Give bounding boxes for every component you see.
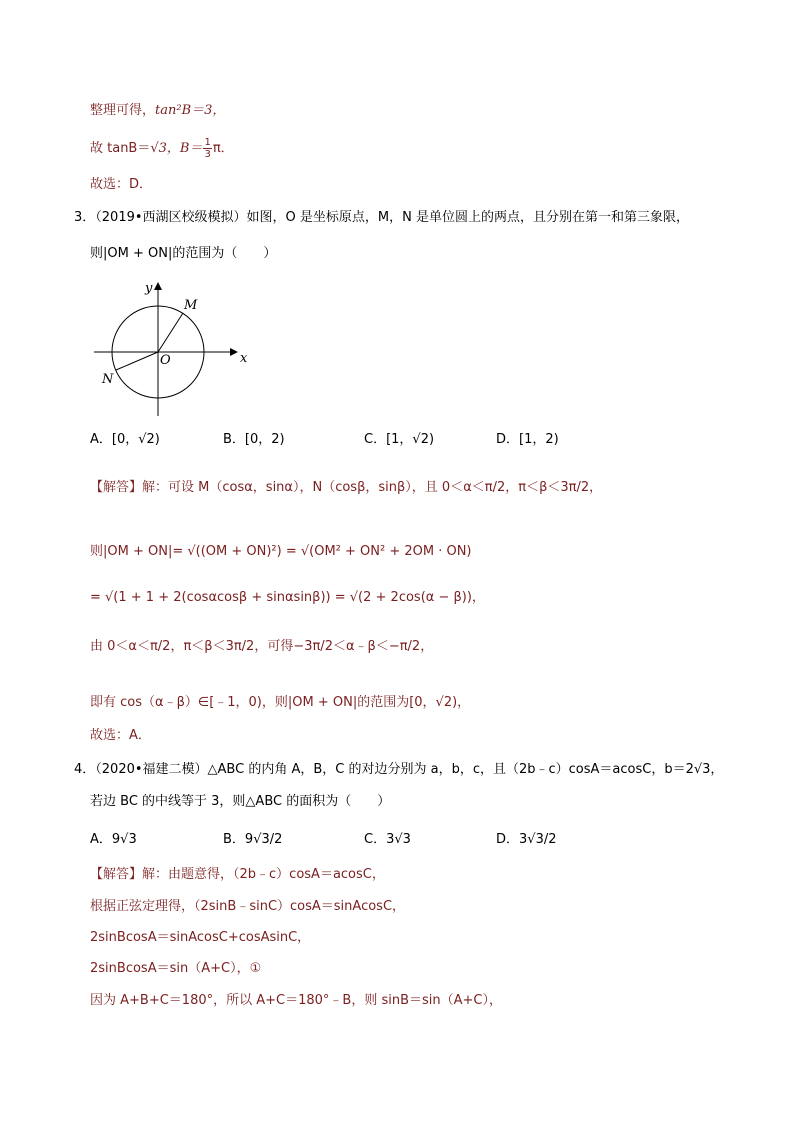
x-axis-arrow <box>230 348 238 356</box>
question-3-options <box>90 430 690 450</box>
segment-on <box>116 352 158 370</box>
answer-3-line-1: 【解答】解：可设 M（cosα，sinα），N（cosβ，sinβ），且 0＜α＜π/2，π＜β＜3π/2， <box>90 480 603 495</box>
n-label: N <box>102 372 114 387</box>
answer-4-line-2: 根据正弦定理得，（2sinB﹣sinC）cosA＝sinAcosC， <box>90 899 406 914</box>
option-a[interactable]: A．[0，√2) <box>90 432 160 447</box>
y-axis-arrow <box>154 282 162 290</box>
question-3-title-2: 则|OM + ON|的范围为（ ） <box>90 246 277 261</box>
answer-3-line-5: 即有 cos（α﹣β）∈[﹣1，0)，则|OM + ON|的范围为[0，√2)， <box>90 695 471 710</box>
line-answer-d: 故选：D． <box>90 177 153 192</box>
answer-4-line-5: 因为 A+B+C＝180°，所以 A+C＝180°﹣B，则 sinB＝sin（A+C）， <box>90 993 503 1008</box>
m-label: M <box>184 298 198 313</box>
line-simplify: 整理可得，tan²B＝3， <box>90 103 226 118</box>
line-tanb: 故 tanB＝√3，B＝ $\frac{1}{3}$ π． <box>90 137 234 160</box>
option-d[interactable]: D．[1，2) <box>496 432 559 447</box>
x-label: x <box>240 351 248 366</box>
question-4-title: 4．（2020•福建二模）△ABC 的内角 A，B，C 的对边分别为 a，b，c，且（2b﹣c）cosA＝acosC，b＝2√3， <box>74 762 724 777</box>
option-b[interactable]: B．[0，2) <box>223 432 285 447</box>
answer-4-line-3: 2sinBcosA＝sinAcosC+cosAsinC， <box>90 930 311 945</box>
option-a[interactable]: A．9√3 <box>90 832 137 847</box>
option-b[interactable]: B．9√3/2 <box>223 832 283 847</box>
answer-3-line-6: 故选：A． <box>90 728 151 743</box>
answer-4-line-4: 2sinBcosA＝sin（A+C），① <box>90 961 262 976</box>
answer-3-line-4: 由 0＜α＜π/2，π＜β＜3π/2，可得−3π/2＜α﹣β＜−π/2， <box>90 639 434 654</box>
option-c[interactable]: C．[1，√2) <box>364 432 435 447</box>
option-c[interactable]: C．3√3 <box>364 832 411 847</box>
question-4-options <box>90 830 690 854</box>
option-d[interactable]: D．3√3/2 <box>496 832 557 847</box>
question-3-title: 3．（2019•西湖区校级模拟）如图，O 是坐标原点，M，N 是单位圆上的两点，且分别在第一和第三象限， <box>74 210 689 225</box>
question-4-title-2: 若边 BC 的中线等于 3，则△ABC 的面积为（ ） <box>90 794 391 809</box>
origin-label: O <box>160 353 171 368</box>
answer-3-line-3: = √(1 + 1 + 2(cosαcosβ + sinαsinβ)) = √(2 + 2cos(α − β))， <box>90 590 485 605</box>
unit-circle-figure <box>90 278 250 418</box>
answer-3-line-2: 则|OM + ON|= √((OM + ON)²) = √(OM² + ON² + 2OM · ON) <box>90 544 472 559</box>
segment-om <box>158 313 183 352</box>
y-label: y <box>145 281 153 296</box>
answer-4-line-1: 【解答】解：由题意得，（2b﹣c）cosA＝acosC， <box>90 867 385 882</box>
